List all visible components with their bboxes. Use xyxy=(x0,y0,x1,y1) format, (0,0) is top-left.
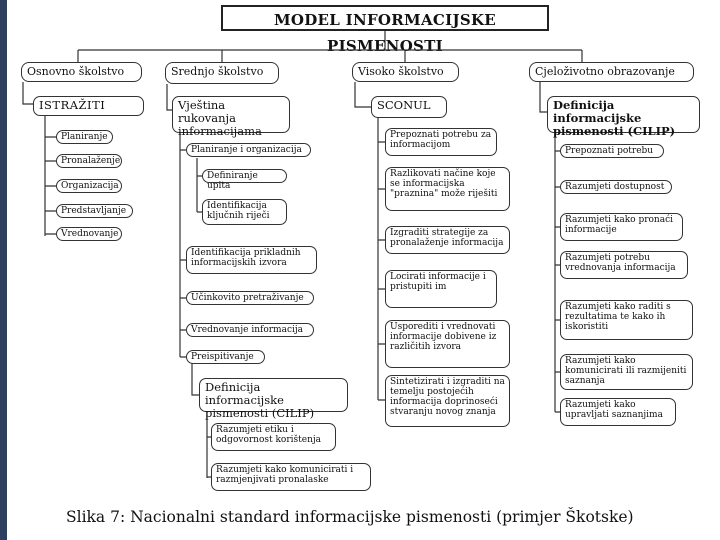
secondary-effective-search: Učinkovito pretraživanje xyxy=(186,291,314,305)
secondary-review: Preispitivanje xyxy=(186,350,265,364)
lifelong-availability: Razumjeti dostupnost xyxy=(560,180,672,194)
higher-compare-evaluate: Usporediti i vrednovati informacije dobivene iz različitih izvora xyxy=(385,320,510,368)
column-header-primary: Osnovno školstvo xyxy=(21,62,142,82)
lifelong-find-information: Razumjeti kako pronaći informacije xyxy=(560,213,683,241)
primary-step-finding: Pronalaženje xyxy=(56,154,122,168)
col3-connector xyxy=(355,82,386,400)
secondary-identify-keywords: Identifikacija ključnih riječi xyxy=(202,199,287,225)
primary-step-presentation: Predstavljanje xyxy=(56,204,133,218)
secondary-cilip-definition: Definicija informacijske pismenosti (CILIP) xyxy=(199,378,348,412)
higher-locate-access: Locirati informacije i pristupiti im xyxy=(385,270,497,308)
lifelong-manage-knowledge: Razumjeti kako upravljati saznanjima xyxy=(560,398,676,426)
figure-caption: Slika 7: Nacionalni standard informacijske pismenosti (primjer Škotske) xyxy=(66,508,634,526)
diagram-title: MODEL INFORMACIJSKE PISMENOSTI xyxy=(221,5,549,31)
primary-step-planning: Planiranje xyxy=(56,130,113,144)
lifelong-work-with-results: Razumjeti kako raditi s rezultatima te kako ih iskoristiti xyxy=(560,300,693,340)
secondary-planning-organization: Planiranje i organizacija xyxy=(186,143,311,157)
higher-distinguish-gap: Razlikovati načine koje se informacijska "praznina" može riješiti xyxy=(385,167,510,211)
title-connector xyxy=(78,31,582,62)
higher-build-strategies: Izgraditi strategije za pronalaženje informacija xyxy=(385,226,510,254)
secondary-communicate-findings: Razumjeti kako komunicirati i razmjenjivati pronalaske xyxy=(211,463,371,491)
model-information-handling: Vještina rukovanja informacijama xyxy=(172,96,290,133)
column-header-higher: Visoko školstvo xyxy=(352,62,459,82)
higher-synthesize: Sintetizirati i izgraditi na temelju postojećih informacija doprinoseći stvaranju novog znanja xyxy=(385,375,510,427)
model-sconul: SCONUL xyxy=(371,96,447,118)
secondary-ethics-responsibility: Razumjeti etiku i odgovornost korištenja xyxy=(211,423,336,451)
secondary-identify-sources: Identifikacija prikladnih informacijskih izvora xyxy=(186,246,317,274)
secondary-evaluate-information: Vrednovanje informacija xyxy=(186,323,314,337)
column-header-lifelong: Cjeloživotno obrazovanje xyxy=(529,62,694,82)
lifelong-communicate: Razumjeti kako komunicirati ili razmijeniti saznanja xyxy=(560,354,693,390)
primary-step-evaluation: Vrednovanje xyxy=(56,227,122,241)
lifelong-recognize-need: Prepoznati potrebu xyxy=(560,144,664,158)
secondary-define-query: Definiranje upita xyxy=(202,169,287,183)
column-header-secondary: Srednjo školstvo xyxy=(165,62,279,84)
primary-step-organization: Organizacija xyxy=(56,179,122,193)
model-istraziti: ISTRAŽITI xyxy=(33,96,144,116)
higher-recognize-need: Prepoznati potrebu za informacijom xyxy=(385,128,497,156)
lifelong-evaluate-information: Razumjeti potrebu vrednovanja informacija xyxy=(560,251,688,279)
lifelong-cilip-definition: Definicija informacijske pismenosti (CILIP) xyxy=(547,96,700,133)
